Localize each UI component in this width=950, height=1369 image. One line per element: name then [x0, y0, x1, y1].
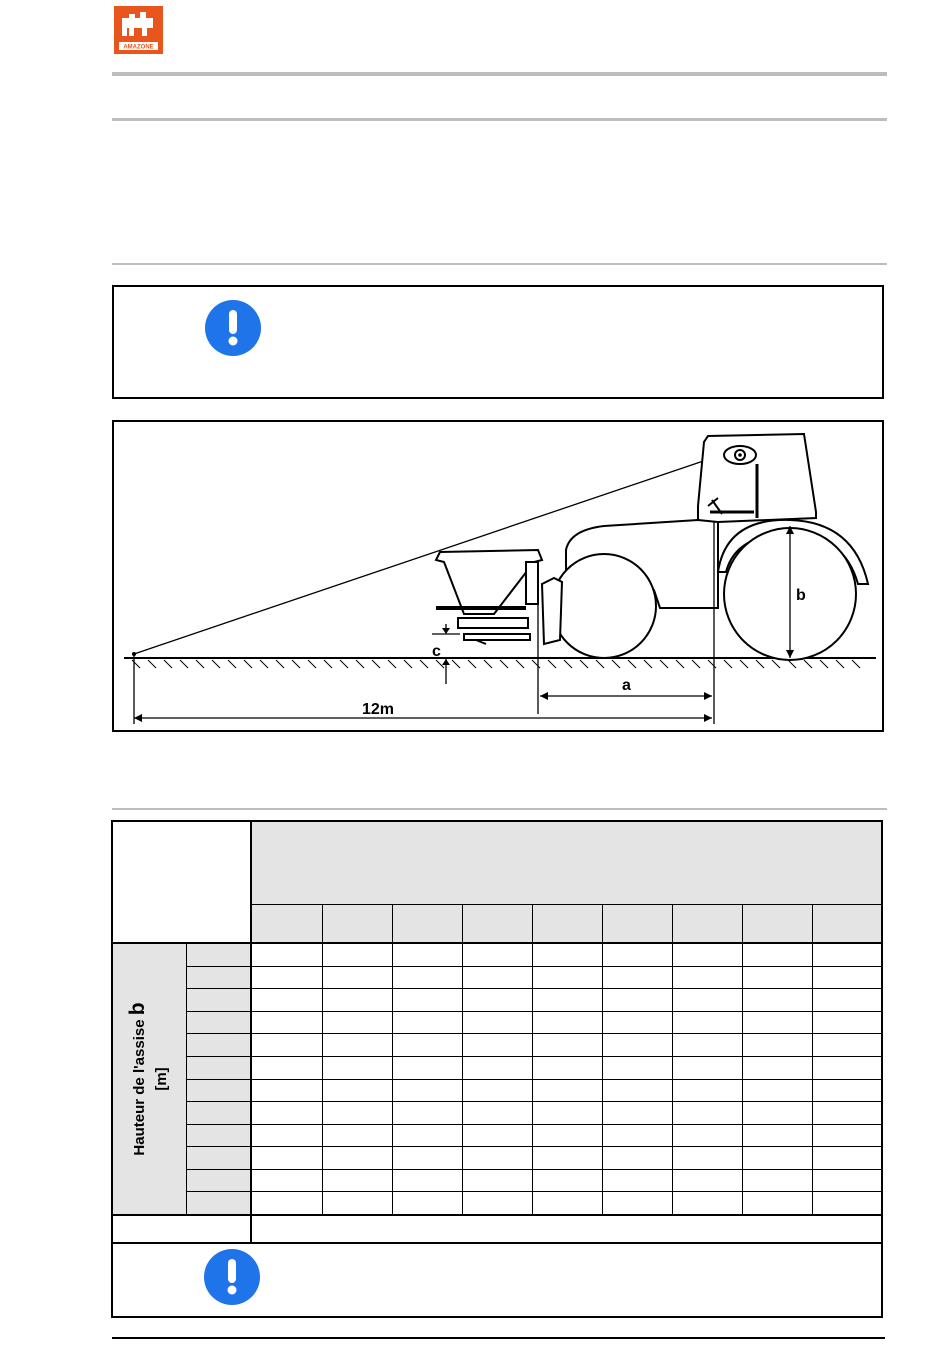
tractor-diagram-svg	[114, 422, 882, 730]
column-divider	[392, 905, 393, 1214]
row-divider	[187, 1033, 882, 1034]
row-divider	[187, 1056, 882, 1057]
column-divider	[532, 905, 533, 1214]
section-rule-2	[112, 808, 887, 810]
logo-text: AMAZONE	[123, 44, 154, 51]
exclamation-info-icon	[205, 300, 261, 356]
eye-icon	[724, 446, 756, 464]
row-divider	[187, 1101, 882, 1102]
row-divider	[187, 1011, 882, 1012]
column-divider	[462, 905, 463, 1214]
info-box-bottom	[113, 1243, 883, 1318]
row-divider	[187, 966, 882, 967]
table-bottom-divider	[112, 1214, 883, 1216]
column-divider	[742, 905, 743, 1214]
info-box-top	[112, 285, 884, 399]
row-divider	[187, 988, 882, 989]
dimension-12m	[134, 714, 712, 722]
row-divider	[187, 1124, 882, 1125]
logo-graphic	[114, 6, 163, 54]
header-rule-bottom	[112, 118, 887, 121]
exclamation-glyph	[226, 308, 240, 348]
exclamation-glyph	[225, 1257, 239, 1297]
header-divider	[252, 904, 882, 905]
label-a: a	[622, 677, 631, 694]
front-linkage	[542, 578, 562, 644]
column-divider	[322, 905, 323, 1214]
row-divider	[187, 1146, 882, 1147]
section-rule-1	[112, 263, 887, 265]
footer-rule	[112, 1337, 885, 1339]
spreader-disc	[464, 634, 530, 640]
amazone-logo-icon	[114, 6, 163, 54]
row-divider	[187, 1169, 882, 1170]
exclamation-info-icon	[204, 1249, 260, 1305]
label-12m: 12m	[362, 701, 395, 718]
row-divider	[187, 1079, 882, 1080]
column-divider	[672, 905, 673, 1214]
spreader-frame	[458, 618, 528, 628]
ground-hatching	[132, 660, 860, 668]
header-column-divider	[250, 820, 252, 1244]
row-divider	[187, 1191, 882, 1192]
label-b: b	[796, 587, 806, 604]
front-wheel	[552, 554, 656, 658]
column-divider	[602, 905, 603, 1214]
column-header-divider	[112, 942, 883, 944]
row-axis-title: Hauteur de l'assise	[130, 1018, 148, 1156]
label-c: c	[432, 643, 441, 660]
header-rule-top	[112, 72, 887, 76]
visibility-diagram	[112, 420, 884, 732]
column-divider	[812, 905, 813, 1214]
row-axis-unit: [m]	[152, 1066, 170, 1091]
row-axis-letter: b	[125, 1001, 149, 1015]
